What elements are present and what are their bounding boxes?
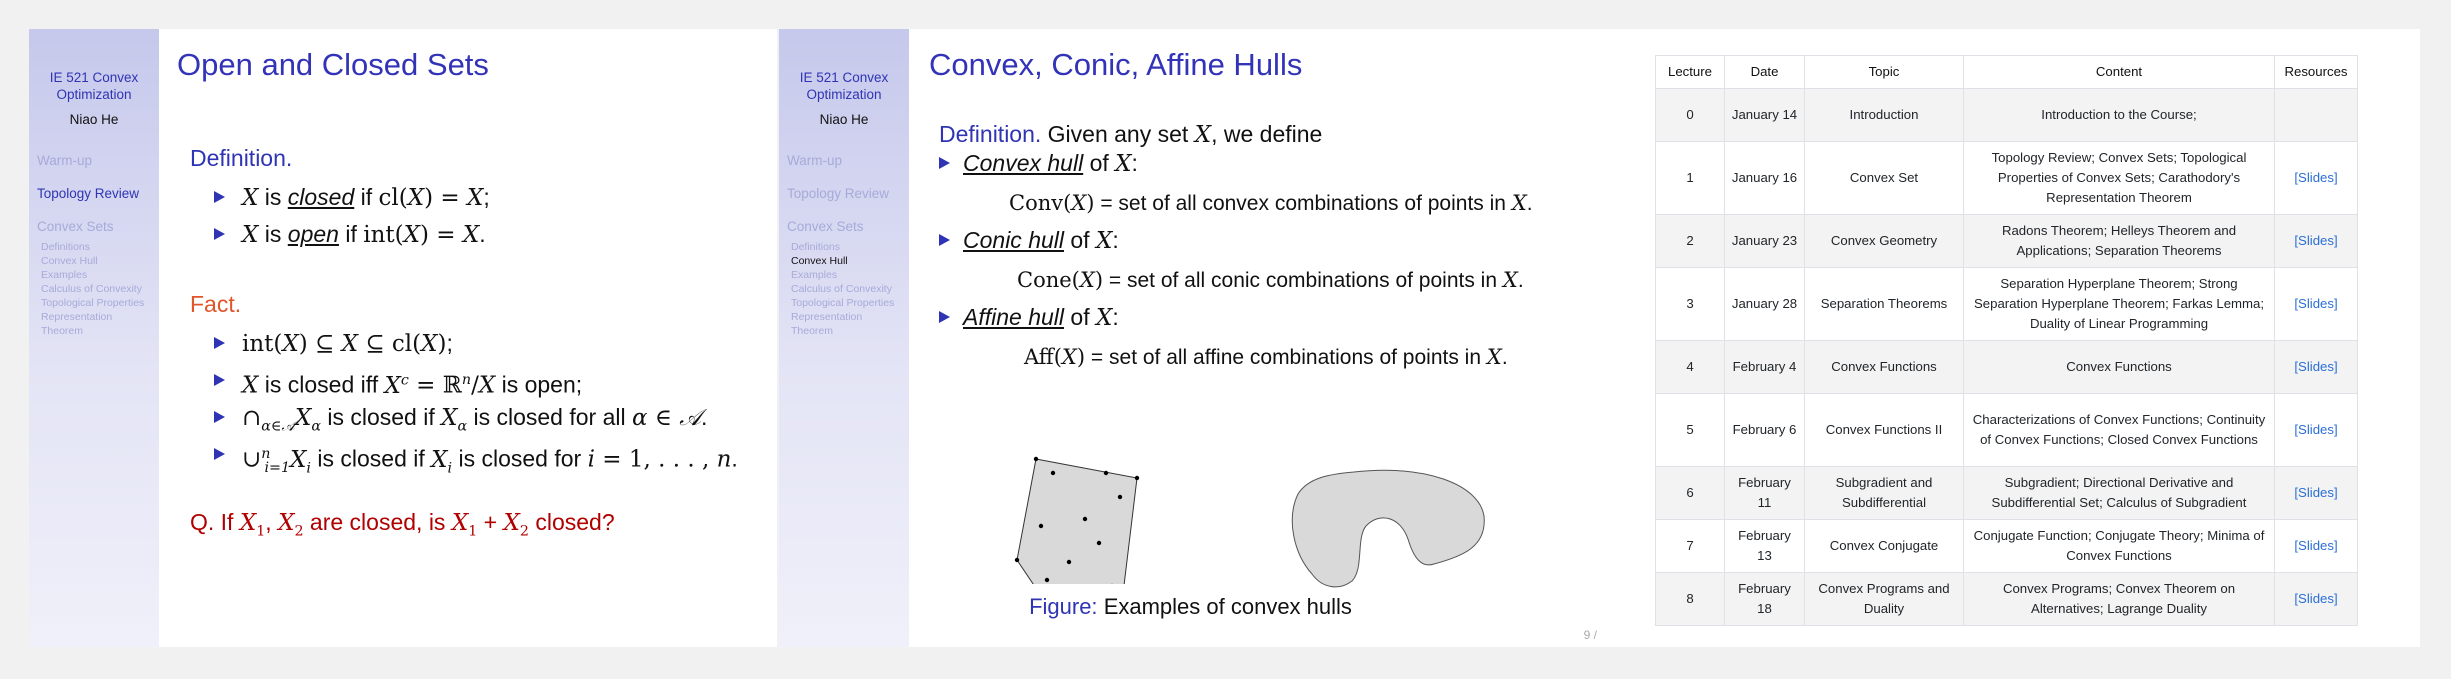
page-number: 9 / — [1583, 628, 1597, 642]
cell-date: February 6 — [1725, 394, 1805, 467]
cell-topic: Convex Geometry — [1805, 215, 1964, 268]
author-name: Niao He — [69, 112, 119, 127]
cell-lecture: 6 — [1656, 467, 1725, 520]
cell-content: Subgradient; Directional Derivative and Subdifferential Set; Calculus of Subgradient — [1964, 467, 2275, 520]
beamer-sidebar — [779, 29, 909, 647]
course-title[interactable]: IE 521 Convex Optimization — [49, 70, 139, 102]
cell-lecture: 8 — [1656, 573, 1725, 626]
fact-list — [214, 325, 738, 477]
bullet-icon — [214, 411, 225, 423]
sidebar-section-topology[interactable]: Topology Review — [37, 186, 140, 201]
sidebar-sub-calculus[interactable]: Calculus of Convexity — [791, 283, 892, 295]
convex-hull-item: Convex hull of X: — [939, 150, 1138, 177]
slides-link[interactable]: [Slides] — [2294, 422, 2338, 437]
cell-topic: Separation Theorems — [1805, 268, 1964, 341]
beamer-sidebar — [29, 29, 159, 647]
sidebar-section-warmup[interactable]: Warm-up — [37, 153, 93, 168]
def-open-item: X is open if int(X) = X. — [214, 216, 490, 253]
cell-date: February 4 — [1725, 341, 1805, 394]
nonconvex-set-figure — [1284, 464, 1494, 599]
cell-lecture: 7 — [1656, 520, 1725, 573]
cell-content: Separation Hyperplane Theorem; Strong Separation Hyperplane Theorem; Farkas Lemma; Duality of Linear Programming — [1964, 268, 2275, 341]
sidebar-sub-convex-hull[interactable]: Convex Hull — [791, 255, 848, 267]
author-name: Niao He — [819, 112, 869, 127]
table-row — [1656, 520, 2358, 573]
slides-link[interactable]: [Slides] — [2294, 170, 2338, 185]
sidebar-sub-calculus[interactable]: Calculus of Convexity — [41, 283, 142, 295]
bullet-icon — [939, 157, 950, 169]
bullet-icon — [939, 234, 950, 246]
bullet-icon — [214, 448, 225, 460]
slides-link[interactable]: [Slides] — [2294, 591, 2338, 606]
table-header-row — [1656, 56, 2358, 89]
slides-link[interactable]: [Slides] — [2294, 233, 2338, 248]
cell-resources — [2275, 215, 2358, 268]
cell-content: Radons Theorem; Helleys Theorem and Applications; Separation Theorems — [1964, 215, 2275, 268]
sidebar-sub-representation[interactable]: Representation Theorem — [41, 311, 113, 337]
lecture-table — [1655, 55, 2358, 626]
cell-content: Characterizations of Convex Functions; Continuity of Convex Functions; Closed Convex Functions — [1964, 394, 2275, 467]
cell-date: January 14 — [1725, 89, 1805, 142]
cell-resources — [2275, 467, 2358, 520]
slides-link[interactable]: [Slides] — [2294, 485, 2338, 500]
cell-content: Conjugate Function; Conjugate Theory; Minima of Convex Functions — [1964, 520, 2275, 573]
cell-topic: Convex Functions II — [1805, 394, 1964, 467]
cell-lecture: 0 — [1656, 89, 1725, 142]
fact-item-4: $\cup^n_{i=1}X_i$ is closed if $X_i$ is closed for i = 1, . . . , n. — [214, 436, 738, 473]
cell-content: Topology Review; Convex Sets; Topological Properties of Convex Sets; Carathodory's Representation Theorem — [1964, 142, 2275, 215]
sidebar-section-convex-sets[interactable]: Convex Sets — [787, 219, 864, 234]
col-content: Content — [1964, 56, 2275, 89]
cell-lecture: 1 — [1656, 142, 1725, 215]
cell-resources — [2275, 520, 2358, 573]
course-title[interactable]: IE 521 Convex Optimization — [799, 70, 889, 102]
sidebar-sub-convex-hull[interactable]: Convex Hull — [41, 255, 98, 267]
table-row — [1656, 268, 2358, 341]
cell-resources — [2275, 394, 2358, 467]
convex-hull-points-figure — [1009, 419, 1179, 584]
cell-lecture: 5 — [1656, 394, 1725, 467]
cell-topic: Convex Functions — [1805, 341, 1964, 394]
cell-date: February 18 — [1725, 573, 1805, 626]
fact-item-1: int(X) ⊆ X ⊆ cl(X); — [214, 325, 738, 362]
cell-topic: Introduction — [1805, 89, 1964, 142]
table-row — [1656, 573, 2358, 626]
slides-link[interactable]: [Slides] — [2294, 296, 2338, 311]
cell-resources — [2275, 341, 2358, 394]
col-topic: Topic — [1805, 56, 1964, 89]
sidebar-sub-topological[interactable]: Topological Properties — [791, 297, 895, 309]
sidebar-sub-examples[interactable]: Examples — [791, 269, 838, 281]
slide-hulls — [779, 29, 1602, 647]
cell-lecture: 3 — [1656, 268, 1725, 341]
slides-link[interactable]: [Slides] — [2294, 538, 2338, 553]
affine-hull-definition: Aff(X) = set of all affine combinations of points in X. — [1024, 345, 1508, 369]
convex-hull-definition: Conv(X) = set of all convex combinations of points in X. — [1009, 191, 1533, 215]
cell-date: February 11 — [1725, 467, 1805, 520]
cell-topic: Convex Conjugate — [1805, 520, 1964, 573]
cell-lecture: 4 — [1656, 341, 1725, 394]
cell-topic: Convex Programs and Duality — [1805, 573, 1964, 626]
slide-title: Convex, Conic, Affine Hulls — [929, 47, 1303, 82]
table-row — [1656, 89, 2358, 142]
cell-resources — [2275, 142, 2358, 215]
figure-caption: Figure: Examples of convex hulls — [1029, 594, 1352, 619]
conic-hull-definition: Cone(X) = set of all conic combinations of points in X. — [1017, 268, 1524, 292]
question-text: Q. If $X_1$, $X_2$ are closed, is $X_1 + X_2$ closed? — [190, 509, 615, 540]
cell-content: Convex Programs; Convex Theorem on Alternatives; Lagrange Duality — [1964, 573, 2275, 626]
sidebar-section-topology[interactable]: Topology Review — [787, 186, 890, 201]
definition-label: Definition. — [190, 145, 293, 171]
bullet-icon — [214, 374, 225, 386]
table-row — [1656, 341, 2358, 394]
bullet-icon — [939, 311, 950, 323]
cell-resources — [2275, 268, 2358, 341]
bullet-icon — [214, 191, 225, 203]
affine-hull-item: Affine hull of X: — [939, 304, 1119, 331]
col-resources: Resources — [2275, 56, 2358, 89]
table-row — [1656, 142, 2358, 215]
definition-line: Definition. Given any set X, we define — [939, 121, 1323, 148]
fact-label: Fact. — [190, 291, 242, 317]
cell-date: January 23 — [1725, 215, 1805, 268]
sidebar-sub-examples[interactable]: Examples — [41, 269, 88, 281]
bullet-icon — [214, 337, 225, 349]
cell-date: February 13 — [1725, 520, 1805, 573]
bullet-icon — [214, 228, 225, 240]
cell-date: January 16 — [1725, 142, 1805, 215]
cell-topic: Subgradient and Subdifferential — [1805, 467, 1964, 520]
slides-link[interactable]: [Slides] — [2294, 359, 2338, 374]
slide-open-closed-sets — [29, 29, 777, 647]
cell-topic: Convex Set — [1805, 142, 1964, 215]
fact-item-3: $\cap_{\alpha\in 𝒜}X_\alpha$ is closed if $X_\alpha$ is closed for all α ∈ 𝒜. — [214, 399, 738, 436]
cell-resources — [2275, 89, 2358, 142]
lecture-schedule-panel — [1602, 29, 2420, 647]
table-row — [1656, 467, 2358, 520]
cell-content: Introduction to the Course; — [1964, 89, 2275, 142]
conic-hull-item: Conic hull of X: — [939, 227, 1119, 254]
cell-content: Convex Functions — [1964, 341, 2275, 394]
def-closed-item: X is closed if cl(X) = X; — [214, 179, 490, 216]
cell-resources — [2275, 573, 2358, 626]
sidebar-sub-definitions[interactable]: Definitions — [791, 241, 841, 253]
sidebar-sub-topological[interactable]: Topological Properties — [41, 297, 145, 309]
table-row — [1656, 215, 2358, 268]
sidebar-sub-definitions[interactable]: Definitions — [41, 241, 91, 253]
table-row — [1656, 394, 2358, 467]
sidebar-section-convex-sets[interactable]: Convex Sets — [37, 219, 114, 234]
fact-item-2: X is closed iff $X^c$ = ℝ$^n$/X is open; — [214, 362, 738, 399]
col-date: Date — [1725, 56, 1805, 89]
col-lecture: Lecture — [1656, 56, 1725, 89]
cell-date: January 28 — [1725, 268, 1805, 341]
definition-list — [214, 179, 490, 253]
slide-title: Open and Closed Sets — [177, 47, 489, 82]
cell-lecture: 2 — [1656, 215, 1725, 268]
sidebar-section-warmup[interactable]: Warm-up — [787, 153, 843, 168]
sidebar-sub-representation[interactable]: Representation Theorem — [791, 311, 863, 337]
